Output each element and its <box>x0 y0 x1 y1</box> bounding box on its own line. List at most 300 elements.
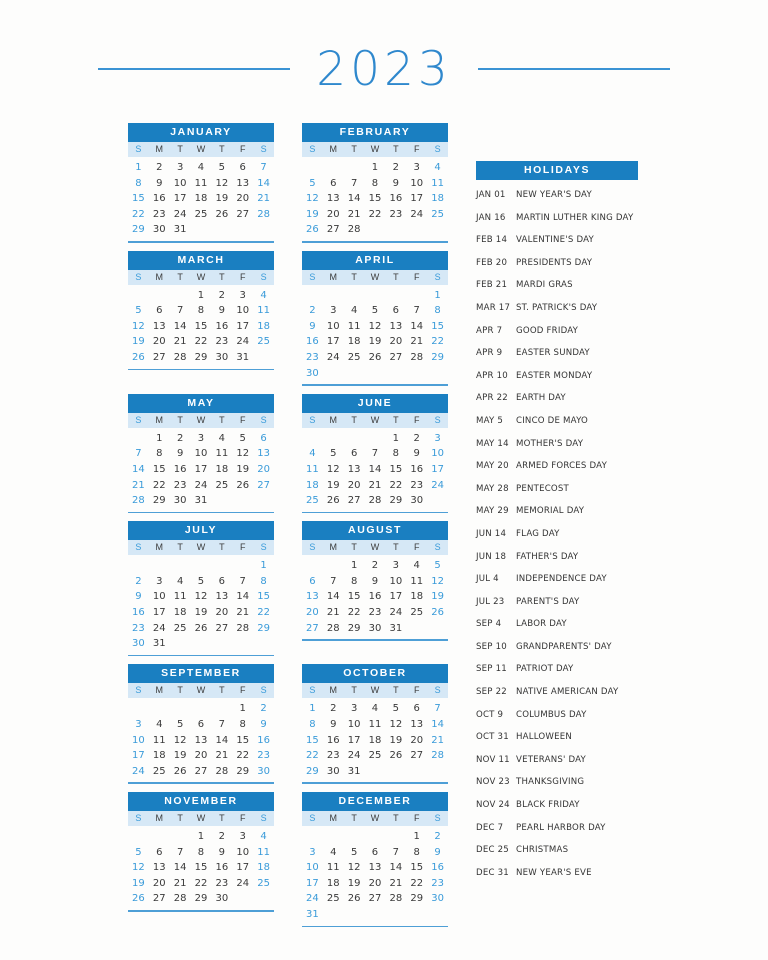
day-cell[interactable]: 28 <box>410 351 424 363</box>
day-cell[interactable]: 28 <box>347 224 361 236</box>
day-cell[interactable]: 15 <box>194 320 208 332</box>
day-cell[interactable]: 11 <box>152 734 166 746</box>
day-cell[interactable]: 13 <box>215 591 229 603</box>
day-cell[interactable]: 29 <box>410 893 424 905</box>
day-cell[interactable]: 11 <box>347 320 361 332</box>
day-cell[interactable]: 9 <box>413 448 420 460</box>
day-cell[interactable]: 28 <box>326 622 340 634</box>
day-cell[interactable]: 5 <box>330 448 337 460</box>
day-cell[interactable]: 16 <box>368 591 382 603</box>
day-cell[interactable]: 19 <box>389 734 403 746</box>
day-cell[interactable]: 5 <box>434 560 441 572</box>
day-cell[interactable]: 23 <box>431 877 444 889</box>
day-cell[interactable]: 3 <box>309 846 316 858</box>
day-cell[interactable]: 17 <box>236 862 250 874</box>
day-cell[interactable]: 9 <box>156 177 163 189</box>
day-cell[interactable]: 24 <box>236 336 250 348</box>
day-cell[interactable]: 31 <box>347 765 361 777</box>
day-cell[interactable]: 13 <box>236 177 250 189</box>
day-cell[interactable]: 22 <box>368 208 382 220</box>
day-cell[interactable]: 25 <box>215 479 229 491</box>
day-cell[interactable]: 8 <box>371 177 379 189</box>
day-cell[interactable]: 6 <box>197 719 205 731</box>
day-cell[interactable]: 4 <box>176 575 184 587</box>
day-cell[interactable]: 29 <box>236 765 250 777</box>
day-cell[interactable]: 9 <box>218 846 226 858</box>
day-cell[interactable]: 1 <box>413 831 420 842</box>
day-cell[interactable]: 28 <box>215 765 229 777</box>
day-cell[interactable]: 8 <box>392 448 400 460</box>
day-cell[interactable]: 2 <box>413 432 420 444</box>
day-cell[interactable]: 27 <box>347 495 361 507</box>
day-cell[interactable]: 17 <box>173 193 187 205</box>
day-cell[interactable]: 19 <box>215 193 229 205</box>
day-cell[interactable]: 26 <box>368 351 382 363</box>
day-cell[interactable]: 17 <box>389 591 403 603</box>
day-cell[interactable]: 11 <box>431 177 444 189</box>
day-cell[interactable]: 12 <box>431 575 444 587</box>
day-cell[interactable]: 6 <box>260 432 267 444</box>
day-cell[interactable]: 10 <box>236 846 250 858</box>
day-cell[interactable]: 18 <box>173 607 187 619</box>
day-cell[interactable]: 19 <box>368 336 382 348</box>
day-cell[interactable]: 22 <box>194 336 208 348</box>
day-cell[interactable]: 11 <box>173 591 187 603</box>
day-cell[interactable]: 29 <box>257 622 270 634</box>
day-cell[interactable]: 30 <box>326 765 340 777</box>
day-cell[interactable]: 7 <box>371 448 379 460</box>
day-cell[interactable]: 30 <box>431 893 444 905</box>
day-cell[interactable]: 14 <box>431 719 444 731</box>
day-cell[interactable]: 24 <box>431 479 444 491</box>
day-cell[interactable]: 20 <box>152 336 166 348</box>
day-cell[interactable]: 12 <box>132 862 145 874</box>
day-cell[interactable]: 11 <box>326 862 340 874</box>
day-cell[interactable]: 1 <box>260 560 267 572</box>
day-cell[interactable]: 20 <box>194 750 208 762</box>
day-cell[interactable]: 30 <box>306 367 319 379</box>
day-cell[interactable]: 9 <box>135 591 142 603</box>
day-cell[interactable]: 8 <box>197 846 205 858</box>
day-cell[interactable]: 6 <box>218 575 226 587</box>
day-cell[interactable]: 10 <box>132 734 145 746</box>
day-cell[interactable]: 25 <box>431 208 444 220</box>
day-cell[interactable]: 1 <box>156 432 163 444</box>
day-cell[interactable]: 14 <box>236 591 250 603</box>
day-cell[interactable]: 3 <box>392 560 400 572</box>
day-cell[interactable]: 3 <box>330 305 337 317</box>
day-cell[interactable]: 8 <box>239 719 246 731</box>
day-cell[interactable]: 2 <box>135 575 142 587</box>
day-cell[interactable]: 2 <box>330 703 337 715</box>
day-cell[interactable]: 12 <box>173 734 187 746</box>
day-cell[interactable]: 22 <box>410 877 424 889</box>
day-cell[interactable]: 29 <box>306 765 319 777</box>
day-cell[interactable]: 15 <box>132 193 145 205</box>
day-cell[interactable]: 4 <box>260 289 267 301</box>
day-cell[interactable]: 21 <box>389 877 403 889</box>
day-cell[interactable]: 28 <box>368 495 382 507</box>
day-cell[interactable]: 10 <box>236 305 250 317</box>
day-cell[interactable]: 30 <box>215 893 229 905</box>
day-cell[interactable]: 18 <box>410 591 424 603</box>
day-cell[interactable]: 13 <box>257 448 270 460</box>
day-cell[interactable]: 8 <box>413 846 420 858</box>
day-cell[interactable]: 4 <box>156 719 163 731</box>
day-cell[interactable]: 21 <box>257 193 270 205</box>
day-cell[interactable]: 29 <box>431 351 444 363</box>
day-cell[interactable]: 26 <box>347 893 361 905</box>
day-cell[interactable]: 17 <box>132 750 145 762</box>
day-cell[interactable]: 9 <box>309 320 316 332</box>
day-cell[interactable]: 23 <box>257 750 270 762</box>
day-cell[interactable]: 25 <box>257 877 270 889</box>
day-cell[interactable]: 28 <box>257 208 270 220</box>
day-cell[interactable]: 31 <box>152 638 166 650</box>
day-cell[interactable]: 25 <box>368 750 382 762</box>
day-cell[interactable]: 27 <box>410 750 424 762</box>
day-cell[interactable]: 15 <box>306 734 319 746</box>
day-cell[interactable]: 21 <box>368 479 382 491</box>
day-cell[interactable]: 31 <box>389 622 403 634</box>
day-cell[interactable]: 24 <box>236 877 250 889</box>
day-cell[interactable]: 7 <box>176 846 184 858</box>
day-cell[interactable]: 2 <box>371 560 379 572</box>
day-cell[interactable]: 14 <box>215 734 229 746</box>
day-cell[interactable]: 23 <box>152 208 166 220</box>
day-cell[interactable]: 25 <box>257 336 270 348</box>
day-cell[interactable]: 4 <box>371 703 379 715</box>
day-cell[interactable]: 5 <box>176 719 184 731</box>
day-cell[interactable]: 17 <box>194 463 208 475</box>
day-cell[interactable]: 7 <box>218 719 226 731</box>
day-cell[interactable]: 24 <box>389 607 403 619</box>
day-cell[interactable]: 22 <box>431 336 444 348</box>
day-cell[interactable]: 23 <box>173 479 187 491</box>
day-cell[interactable]: 15 <box>194 862 208 874</box>
day-cell[interactable]: 14 <box>257 177 270 189</box>
day-cell[interactable]: 12 <box>368 320 382 332</box>
day-cell[interactable]: 4 <box>350 305 358 317</box>
day-cell[interactable]: 1 <box>392 432 400 444</box>
day-cell[interactable]: 11 <box>410 575 424 587</box>
day-cell[interactable]: 23 <box>389 208 403 220</box>
day-cell[interactable]: 14 <box>132 463 145 475</box>
day-cell[interactable]: 4 <box>413 560 420 572</box>
day-cell[interactable]: 11 <box>257 846 270 858</box>
day-cell[interactable]: 29 <box>347 622 361 634</box>
day-cell[interactable]: 16 <box>132 607 145 619</box>
day-cell[interactable]: 16 <box>326 734 340 746</box>
day-cell[interactable]: 29 <box>132 224 145 236</box>
day-cell[interactable]: 21 <box>347 208 361 220</box>
day-cell[interactable]: 6 <box>392 305 400 317</box>
day-cell[interactable]: 5 <box>218 162 226 173</box>
day-cell[interactable]: 3 <box>350 703 358 715</box>
day-cell[interactable]: 30 <box>215 351 229 363</box>
day-cell[interactable]: 19 <box>194 607 208 619</box>
day-cell[interactable]: 18 <box>152 750 166 762</box>
day-cell[interactable]: 6 <box>156 846 163 858</box>
day-cell[interactable]: 23 <box>326 750 340 762</box>
day-cell[interactable]: 27 <box>152 893 166 905</box>
day-cell[interactable]: 20 <box>152 877 166 889</box>
day-cell[interactable]: 29 <box>389 495 403 507</box>
day-cell[interactable]: 12 <box>194 591 208 603</box>
day-cell[interactable]: 17 <box>236 320 250 332</box>
day-cell[interactable]: 28 <box>431 750 444 762</box>
day-cell[interactable]: 27 <box>389 351 403 363</box>
day-cell[interactable]: 26 <box>326 495 340 507</box>
day-cell[interactable]: 17 <box>431 463 444 475</box>
day-cell[interactable]: 13 <box>347 463 361 475</box>
day-cell[interactable]: 22 <box>306 750 319 762</box>
day-cell[interactable]: 29 <box>194 351 208 363</box>
day-cell[interactable]: 12 <box>236 448 250 460</box>
day-cell[interactable]: 19 <box>431 591 444 603</box>
day-cell[interactable]: 3 <box>239 831 246 842</box>
day-cell[interactable]: 20 <box>257 463 270 475</box>
day-cell[interactable]: 1 <box>239 703 246 715</box>
day-cell[interactable]: 22 <box>257 607 270 619</box>
day-cell[interactable]: 26 <box>431 607 444 619</box>
day-cell[interactable]: 2 <box>176 432 184 444</box>
day-cell[interactable]: 24 <box>194 479 208 491</box>
day-cell[interactable]: 18 <box>257 862 270 874</box>
day-cell[interactable]: 30 <box>410 495 424 507</box>
day-cell[interactable]: 24 <box>152 622 166 634</box>
day-cell[interactable]: 4 <box>260 831 267 842</box>
day-cell[interactable]: 14 <box>173 862 187 874</box>
day-cell[interactable]: 18 <box>257 320 270 332</box>
day-cell[interactable]: 31 <box>173 224 187 236</box>
day-cell[interactable]: 7 <box>413 305 420 317</box>
day-cell[interactable]: 1 <box>135 162 142 173</box>
day-cell[interactable]: 22 <box>347 607 361 619</box>
day-cell[interactable]: 22 <box>389 479 403 491</box>
day-cell[interactable]: 10 <box>173 177 187 189</box>
day-cell[interactable]: 15 <box>431 320 444 332</box>
day-cell[interactable]: 20 <box>389 336 403 348</box>
day-cell[interactable]: 18 <box>194 193 208 205</box>
day-cell[interactable]: 22 <box>132 208 145 220</box>
day-cell[interactable]: 25 <box>173 622 187 634</box>
day-cell[interactable]: 23 <box>410 479 424 491</box>
day-cell[interactable]: 13 <box>326 193 340 205</box>
day-cell[interactable]: 24 <box>306 893 319 905</box>
day-cell[interactable]: 10 <box>347 719 361 731</box>
day-cell[interactable]: 8 <box>135 177 142 189</box>
day-cell[interactable]: 29 <box>152 495 166 507</box>
day-cell[interactable]: 7 <box>434 703 441 715</box>
day-cell[interactable]: 9 <box>218 305 226 317</box>
day-cell[interactable]: 9 <box>434 846 441 858</box>
day-cell[interactable]: 16 <box>431 862 444 874</box>
day-cell[interactable]: 21 <box>132 479 145 491</box>
day-cell[interactable]: 23 <box>215 336 229 348</box>
day-cell[interactable]: 12 <box>215 177 229 189</box>
day-cell[interactable]: 27 <box>326 224 340 236</box>
day-cell[interactable]: 6 <box>350 448 358 460</box>
day-cell[interactable]: 19 <box>236 463 250 475</box>
day-cell[interactable]: 8 <box>156 448 163 460</box>
day-cell[interactable]: 14 <box>410 320 424 332</box>
day-cell[interactable]: 29 <box>194 893 208 905</box>
day-cell[interactable]: 25 <box>306 495 319 507</box>
day-cell[interactable]: 26 <box>132 351 145 363</box>
day-cell[interactable]: 28 <box>173 351 187 363</box>
day-cell[interactable]: 26 <box>389 750 403 762</box>
day-cell[interactable]: 13 <box>410 719 424 731</box>
day-cell[interactable]: 31 <box>194 495 208 507</box>
day-cell[interactable]: 19 <box>173 750 187 762</box>
day-cell[interactable]: 5 <box>371 305 379 317</box>
day-cell[interactable]: 12 <box>389 719 403 731</box>
day-cell[interactable]: 23 <box>215 877 229 889</box>
day-cell[interactable]: 23 <box>306 351 319 363</box>
day-cell[interactable]: 7 <box>135 448 142 460</box>
day-cell[interactable]: 4 <box>330 846 337 858</box>
day-cell[interactable]: 20 <box>215 607 229 619</box>
day-cell[interactable]: 10 <box>326 320 340 332</box>
day-cell[interactable]: 21 <box>215 750 229 762</box>
day-cell[interactable]: 10 <box>410 177 424 189</box>
day-cell[interactable]: 5 <box>135 846 142 858</box>
day-cell[interactable]: 2 <box>156 162 163 173</box>
day-cell[interactable]: 3 <box>239 289 246 301</box>
day-cell[interactable]: 1 <box>350 560 358 572</box>
day-cell[interactable]: 21 <box>236 607 250 619</box>
day-cell[interactable]: 5 <box>350 846 358 858</box>
day-cell[interactable]: 7 <box>392 846 400 858</box>
day-cell[interactable]: 27 <box>306 622 319 634</box>
day-cell[interactable]: 1 <box>197 831 205 842</box>
day-cell[interactable]: 13 <box>306 591 319 603</box>
day-cell[interactable]: 8 <box>434 305 441 317</box>
day-cell[interactable]: 18 <box>326 877 340 889</box>
day-cell[interactable]: 17 <box>306 877 319 889</box>
day-cell[interactable]: 2 <box>309 305 316 317</box>
day-cell[interactable]: 31 <box>236 351 250 363</box>
day-cell[interactable]: 2 <box>218 289 226 301</box>
day-cell[interactable]: 19 <box>347 877 361 889</box>
day-cell[interactable]: 4 <box>434 162 441 173</box>
day-cell[interactable]: 28 <box>236 622 250 634</box>
day-cell[interactable]: 22 <box>236 750 250 762</box>
day-cell[interactable]: 7 <box>350 177 358 189</box>
day-cell[interactable]: 20 <box>236 193 250 205</box>
day-cell[interactable]: 15 <box>347 591 361 603</box>
day-cell[interactable]: 9 <box>330 719 337 731</box>
day-cell[interactable]: 13 <box>389 320 403 332</box>
day-cell[interactable]: 11 <box>194 177 208 189</box>
day-cell[interactable]: 11 <box>306 463 319 475</box>
day-cell[interactable]: 6 <box>413 703 420 715</box>
day-cell[interactable]: 11 <box>215 448 229 460</box>
day-cell[interactable]: 4 <box>197 162 205 173</box>
day-cell[interactable]: 14 <box>389 862 403 874</box>
day-cell[interactable]: 27 <box>236 208 250 220</box>
day-cell[interactable]: 24 <box>326 351 340 363</box>
day-cell[interactable]: 13 <box>368 862 382 874</box>
day-cell[interactable]: 21 <box>410 336 424 348</box>
day-cell[interactable]: 5 <box>309 177 316 189</box>
day-cell[interactable]: 15 <box>236 734 250 746</box>
day-cell[interactable]: 9 <box>392 177 400 189</box>
day-cell[interactable]: 18 <box>215 463 229 475</box>
day-cell[interactable]: 1 <box>197 289 205 301</box>
day-cell[interactable]: 7 <box>330 575 337 587</box>
day-cell[interactable]: 7 <box>260 162 267 173</box>
day-cell[interactable]: 7 <box>239 575 246 587</box>
day-cell[interactable]: 19 <box>326 479 340 491</box>
day-cell[interactable]: 15 <box>410 862 424 874</box>
day-cell[interactable]: 8 <box>350 575 358 587</box>
day-cell[interactable]: 4 <box>309 448 316 460</box>
day-cell[interactable]: 28 <box>132 495 145 507</box>
day-cell[interactable]: 30 <box>257 765 270 777</box>
day-cell[interactable]: 31 <box>306 908 319 920</box>
day-cell[interactable]: 25 <box>410 607 424 619</box>
day-cell[interactable]: 12 <box>347 862 361 874</box>
day-cell[interactable]: 12 <box>326 463 340 475</box>
day-cell[interactable]: 3 <box>135 719 142 731</box>
day-cell[interactable]: 18 <box>368 734 382 746</box>
day-cell[interactable]: 20 <box>326 208 340 220</box>
day-cell[interactable]: 25 <box>326 893 340 905</box>
day-cell[interactable]: 6 <box>309 575 316 587</box>
day-cell[interactable]: 15 <box>257 591 270 603</box>
day-cell[interactable]: 9 <box>176 448 184 460</box>
day-cell[interactable]: 27 <box>368 893 382 905</box>
day-cell[interactable]: 24 <box>410 208 424 220</box>
day-cell[interactable]: 16 <box>257 734 270 746</box>
day-cell[interactable]: 24 <box>347 750 361 762</box>
day-cell[interactable]: 19 <box>132 336 145 348</box>
day-cell[interactable]: 9 <box>260 719 267 731</box>
day-cell[interactable]: 7 <box>176 305 184 317</box>
day-cell[interactable]: 10 <box>389 575 403 587</box>
day-cell[interactable]: 3 <box>197 432 205 444</box>
day-cell[interactable]: 27 <box>215 622 229 634</box>
day-cell[interactable]: 30 <box>132 638 145 650</box>
day-cell[interactable]: 2 <box>434 831 441 842</box>
day-cell[interactable]: 16 <box>306 336 319 348</box>
day-cell[interactable]: 10 <box>194 448 208 460</box>
day-cell[interactable]: 16 <box>215 862 229 874</box>
day-cell[interactable]: 18 <box>306 479 319 491</box>
day-cell[interactable]: 22 <box>194 877 208 889</box>
day-cell[interactable]: 26 <box>215 208 229 220</box>
day-cell[interactable]: 10 <box>152 591 166 603</box>
day-cell[interactable]: 13 <box>152 862 166 874</box>
day-cell[interactable]: 26 <box>173 765 187 777</box>
day-cell[interactable]: 12 <box>132 320 145 332</box>
day-cell[interactable]: 8 <box>309 719 316 731</box>
day-cell[interactable]: 17 <box>410 193 424 205</box>
day-cell[interactable]: 15 <box>152 463 166 475</box>
day-cell[interactable]: 22 <box>152 479 166 491</box>
day-cell[interactable]: 5 <box>239 432 246 444</box>
day-cell[interactable]: 6 <box>330 177 337 189</box>
day-cell[interactable]: 1 <box>371 162 379 173</box>
day-cell[interactable]: 21 <box>431 734 444 746</box>
day-cell[interactable]: 14 <box>326 591 340 603</box>
day-cell[interactable]: 1 <box>309 703 316 715</box>
day-cell[interactable]: 14 <box>368 463 382 475</box>
day-cell[interactable]: 11 <box>257 305 270 317</box>
day-cell[interactable]: 25 <box>194 208 208 220</box>
